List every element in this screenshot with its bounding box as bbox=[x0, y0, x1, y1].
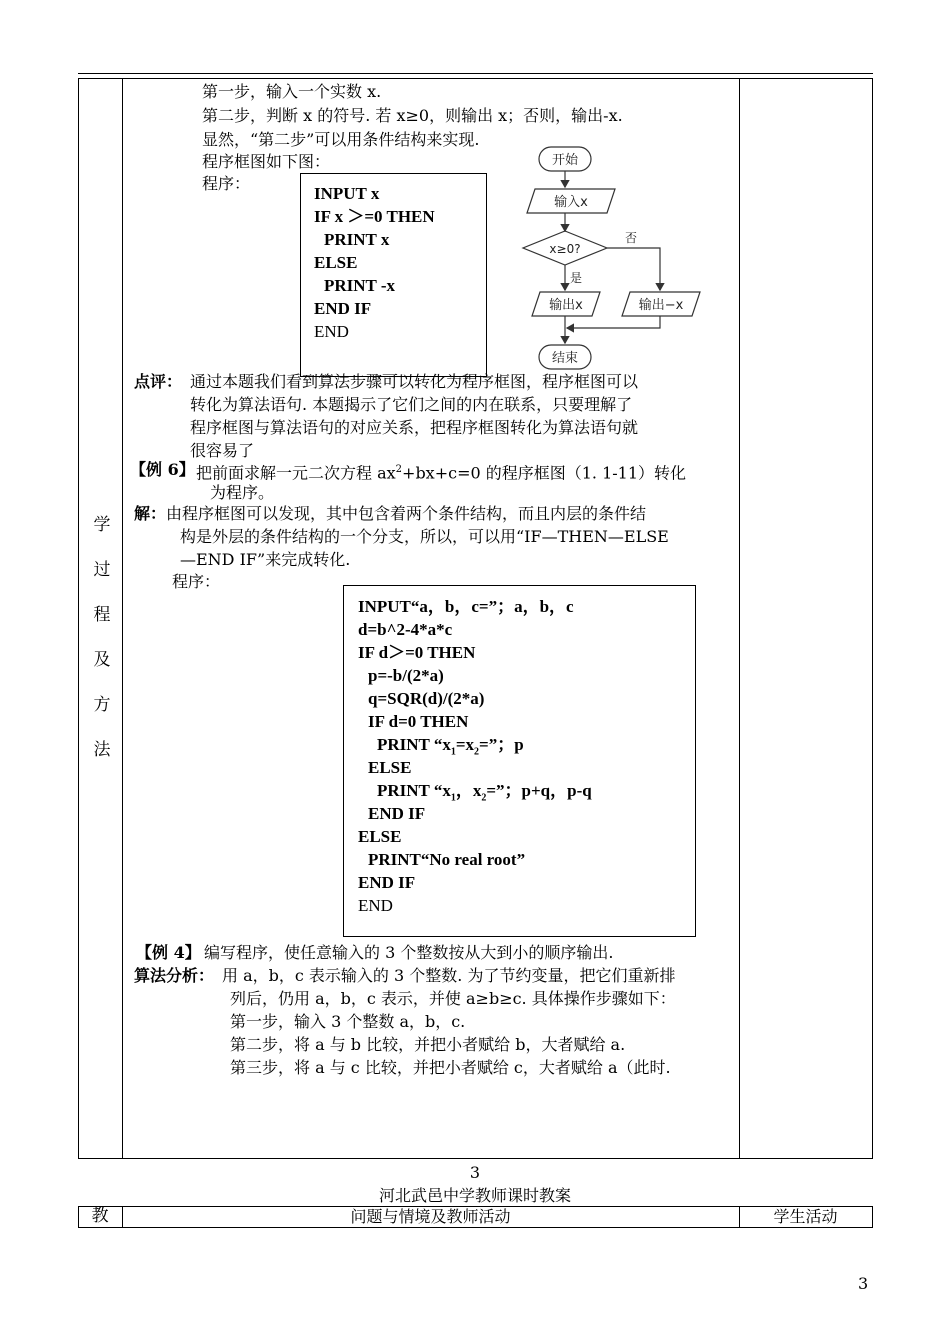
analysis-label: 算法分析： bbox=[134, 966, 215, 985]
code-line: PRINT“No real root” bbox=[368, 850, 526, 869]
flow-start-text: 开始 bbox=[551, 153, 579, 168]
comment-line: 通过本题我们看到算法步骤可以转化为程序框图，程序框图可以 bbox=[190, 372, 639, 391]
solution-line: 由程序框图可以发现，其中包含着两个条件结构，而且内层的条件结 bbox=[166, 504, 647, 523]
comment-label: 点评： bbox=[134, 372, 183, 391]
flow-out1-text: 输出x bbox=[549, 298, 583, 313]
code-line: IF x ＞=0 THEN bbox=[314, 207, 435, 226]
code-line: PRINT “$x_1$，$x_2=$”；p+q，p-q bbox=[377, 781, 592, 804]
example6-line2: 为程序。 bbox=[210, 483, 275, 502]
code-line: p=-b/(2*a) bbox=[368, 666, 444, 685]
intro-step1: 第一步，输入一个实数 x. bbox=[202, 82, 382, 101]
page-number-center: 3 bbox=[469, 1163, 481, 1182]
solution-label: 解： bbox=[134, 504, 167, 523]
code-line: END bbox=[358, 896, 393, 915]
intro-obvious: 显然，“第二步”可以用条件结构来实现. bbox=[202, 130, 480, 149]
page-number-corner: 3 bbox=[858, 1274, 869, 1293]
flow-cond-text: x≥0? bbox=[549, 242, 581, 256]
side-char: 及 bbox=[93, 650, 111, 670]
flow-yes-label: 是 bbox=[569, 271, 583, 285]
intro-step2: 第二步，判断 x 的符号. 若 x≥0，则输出 x；否则，输出-x. bbox=[202, 106, 623, 125]
code-line: END bbox=[314, 322, 349, 341]
analysis-line: 第二步，将 a 与 b 比较，并把小者赋给 b，大者赋给 a. bbox=[230, 1035, 626, 1054]
flow-input-text: 输入x bbox=[554, 195, 588, 210]
solution-line: 构是外层的条件结构的一个分支，所以，可以用“IF—THEN—ELSE bbox=[180, 527, 669, 546]
header-col-student: 学生活动 bbox=[773, 1207, 838, 1226]
side-char: 学 bbox=[93, 515, 111, 535]
code-box-1 bbox=[300, 173, 487, 377]
side-char: 程 bbox=[93, 605, 111, 625]
program-label: 程序： bbox=[202, 174, 251, 193]
code-line: ELSE bbox=[368, 758, 412, 777]
code-line: IF d＞=0 THEN bbox=[358, 643, 476, 662]
side-char: 过 bbox=[93, 560, 111, 580]
code-line: IF d=0 THEN bbox=[368, 712, 469, 731]
code-line: END IF bbox=[314, 299, 372, 318]
solution-program-label: 程序： bbox=[172, 572, 221, 591]
school-title: 河北武邑中学教师课时教案 bbox=[378, 1186, 571, 1205]
analysis-line: 第一步，输入 3 个整数 a，b，c. bbox=[230, 1012, 466, 1031]
comment-line: 很容易了 bbox=[190, 441, 255, 460]
analysis-line: 列后，仍用 a，b，c 表示，并使 a≥b≥c. 具体操作步骤如下： bbox=[230, 989, 676, 1008]
flowchart-caption: 程序框图如下图： bbox=[202, 152, 331, 171]
code-line: END IF bbox=[368, 804, 426, 823]
flowchart bbox=[515, 143, 710, 373]
analysis-line: 用 a，b，c 表示输入的 3 个整数. 为了节约变量，把它们重新排 bbox=[222, 966, 676, 985]
comment-line: 程序框图与算法语句的对应关系，把程序框图转化为算法语句就 bbox=[190, 418, 639, 437]
flow-end-text: 结束 bbox=[551, 351, 579, 366]
solution-line: —END IF”来完成转化. bbox=[180, 550, 351, 569]
top-rule bbox=[78, 73, 873, 74]
example4-text: 编写程序，使任意输入的 3 个整数按从大到小的顺序输出. bbox=[204, 943, 614, 962]
code-line: PRINT x bbox=[324, 230, 390, 249]
flow-out2-text: 输出−x bbox=[638, 298, 684, 313]
flow-no-label: 否 bbox=[624, 231, 638, 245]
code-line: INPUT“a，b，c=”；a，b，c bbox=[358, 597, 574, 616]
code-box-2 bbox=[343, 585, 696, 937]
code-line: q=SQR(d)/(2*a) bbox=[368, 689, 485, 708]
code-line: d=b^2-4*a*c bbox=[358, 620, 453, 639]
code-line: PRINT “$x_1=x_2=$”；p bbox=[377, 735, 524, 758]
header-col-teach: 教 bbox=[91, 1206, 109, 1226]
code-line: ELSE bbox=[358, 827, 402, 846]
example6-label: 【例 6】 bbox=[130, 460, 195, 479]
header-col-activity: 问题与情境及教师活动 bbox=[350, 1207, 511, 1226]
example4-label: 【例 4】 bbox=[136, 943, 201, 962]
analysis-line: 第三步，将 a 与 c 比较，并把小者赋给 c，大者赋给 a（此时. bbox=[230, 1058, 671, 1077]
example6-line1: 把前面求解一元二次方程 $ax^2+bx+c=0$ 的程序框图（1. 1-11）转化 bbox=[196, 463, 687, 483]
code-line: PRINT -x bbox=[324, 276, 395, 295]
code-line: END IF bbox=[358, 873, 416, 892]
code-line: INPUT x bbox=[314, 184, 380, 203]
comment-line: 转化为算法语句. 本题揭示了它们之间的内在联系，只要理解了 bbox=[190, 395, 633, 414]
code-line: ELSE bbox=[314, 253, 358, 272]
side-char: 方 bbox=[93, 695, 111, 715]
side-char: 法 bbox=[93, 740, 111, 760]
